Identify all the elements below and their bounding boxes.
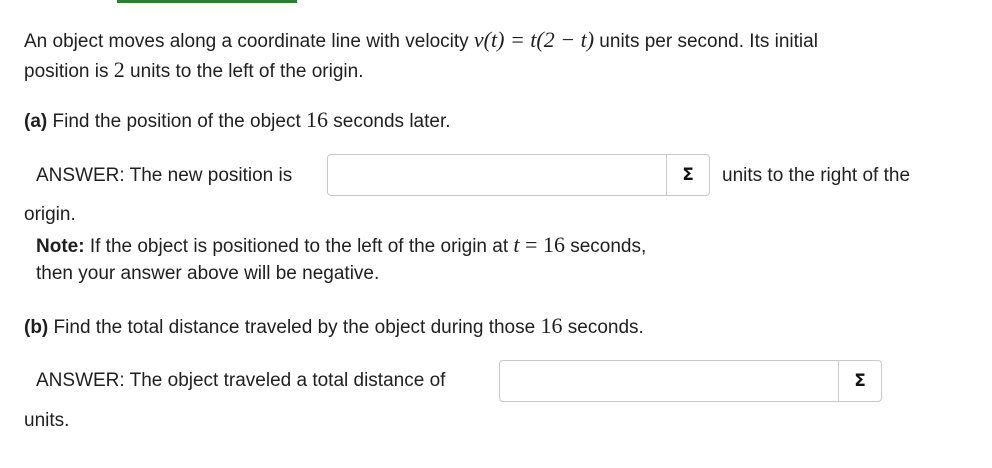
note-label: Note: — [36, 236, 85, 257]
part-b-text: seconds. — [562, 317, 644, 338]
problem-text: position is — [24, 61, 114, 82]
part-b-answer-box — [499, 360, 882, 402]
part-a-question — [24, 107, 451, 135]
sigma-icon: Σ — [682, 165, 694, 185]
part-a-note-line-2: then your answer above will be negative. — [36, 263, 380, 284]
part-b-equation-editor-button[interactable] — [838, 361, 881, 401]
problem-line-2 — [24, 57, 363, 85]
sigma-icon: Σ — [854, 371, 866, 391]
part-b-question — [24, 313, 644, 341]
part-b-label: (b) — [24, 317, 49, 338]
note-seconds: 16 — [542, 232, 565, 257]
part-a-note-line-1 — [36, 232, 646, 260]
problem-line-1 — [24, 27, 818, 55]
problem-text: units per second. Its initial — [594, 31, 818, 52]
part-a-answer-suffix: units to the right of the — [722, 165, 911, 186]
part-a-equation-editor-button[interactable] — [666, 155, 709, 195]
note-t-variable: t — [513, 232, 520, 257]
problem-text: units to the left of the origin. — [124, 61, 364, 82]
note-text: seconds, — [564, 236, 647, 257]
top-accent-bar — [117, 0, 297, 3]
part-b-answer-suffix: units. — [24, 410, 70, 431]
part-b-text: Find the total distance traveled by the object during those — [48, 317, 541, 338]
part-a-answer-input[interactable] — [328, 155, 666, 195]
initial-position-value: 2 — [113, 57, 125, 82]
part-a-text: seconds later. — [328, 111, 451, 132]
part-b-answer-prefix: ANSWER: The object traveled a total distance of — [36, 370, 446, 391]
part-a-text: Find the position of the object — [47, 111, 307, 132]
problem-text: An object moves along a coordinate line with velocity — [24, 31, 474, 52]
part-b-answer-input[interactable] — [500, 361, 838, 401]
note-text: If the object is positioned to the left of the origin at — [84, 236, 514, 257]
part-a-answer-prefix: ANSWER: The new position is — [36, 165, 293, 186]
part-a-seconds: 16 — [306, 107, 329, 132]
note-equals: = — [519, 232, 543, 257]
part-a-answer-box — [327, 154, 710, 196]
part-a-answer-wrap: origin. — [24, 204, 76, 225]
part-b-seconds: 16 — [540, 313, 563, 338]
part-a-label: (a) — [24, 111, 48, 132]
velocity-expression: v(t) = t(2 − t) — [473, 27, 595, 52]
